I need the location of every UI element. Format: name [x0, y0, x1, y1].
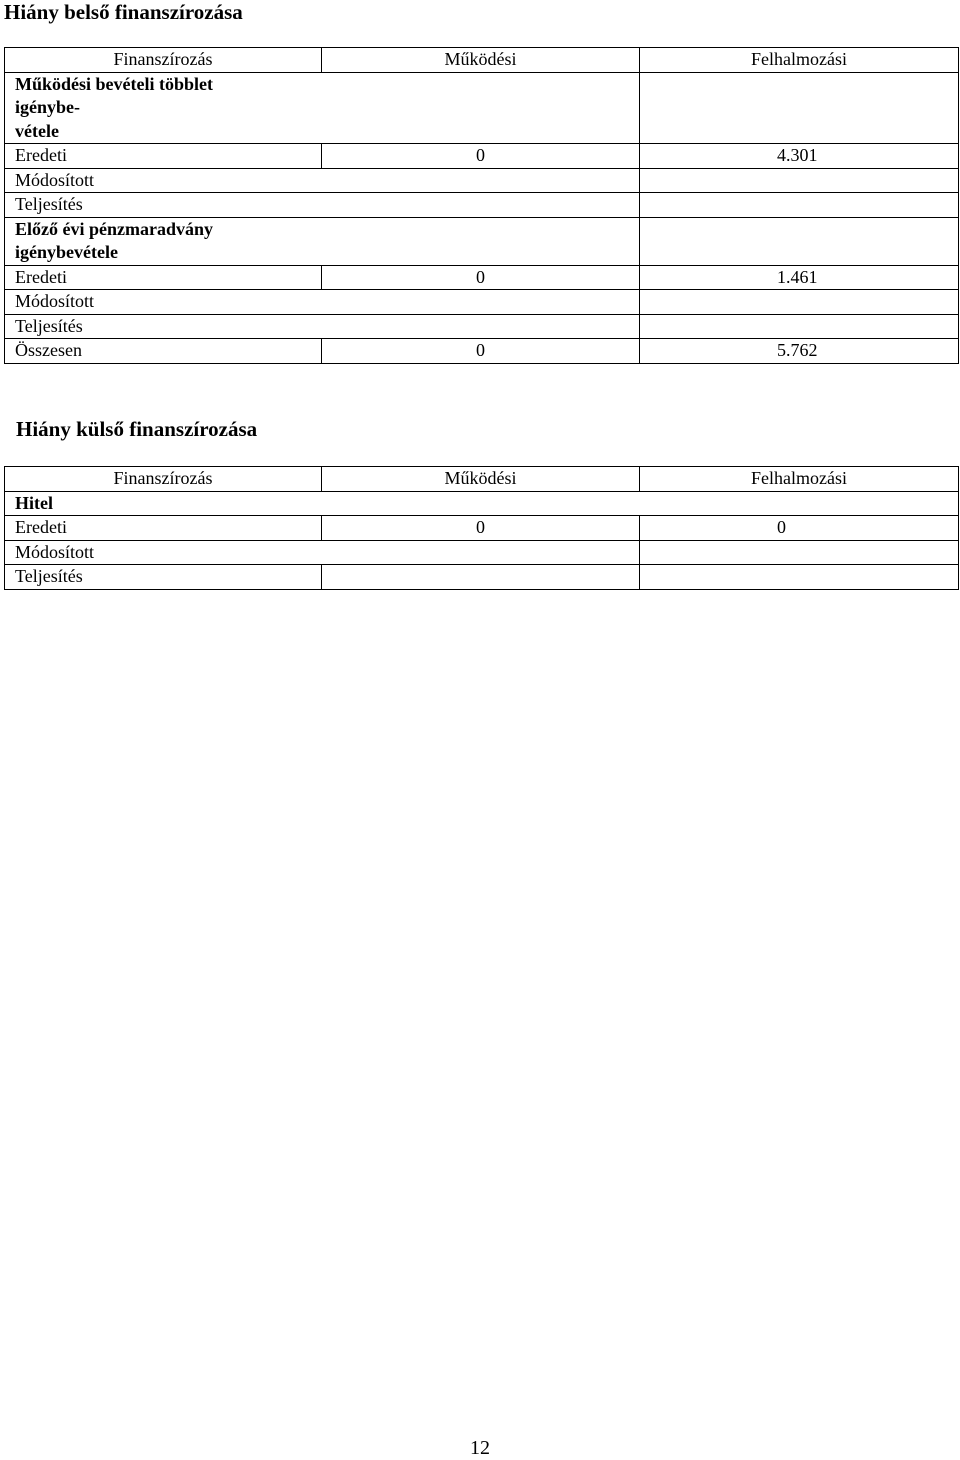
group-label-operating-surplus	[5, 72, 640, 144]
external-financing-table	[4, 466, 959, 590]
header-financing: Finanszírozás	[5, 467, 322, 492]
header-financing: Finanszírozás	[5, 48, 322, 73]
total-operating-value: 0	[322, 339, 640, 364]
row-label: Teljesítés	[5, 314, 640, 339]
accumulation-value	[640, 565, 959, 590]
row-label: Teljesítés	[5, 193, 640, 218]
table-row	[5, 193, 959, 218]
accumulation-value	[640, 193, 959, 218]
operating-value: 0	[322, 144, 640, 169]
accumulation-value: 1.461	[640, 265, 959, 290]
table-row	[5, 565, 959, 590]
table-header-row	[5, 48, 959, 73]
group-header-row	[5, 72, 959, 144]
group-label-previous-residual	[5, 217, 640, 265]
total-label: Összesen	[5, 339, 322, 364]
operating-value	[322, 565, 640, 590]
group-label-line: igénybevétele	[15, 242, 118, 262]
group-label-line: Előző évi pénzmaradvány	[15, 218, 213, 239]
table-row	[5, 540, 959, 565]
table-header-row	[5, 467, 959, 492]
row-label: Eredeti	[5, 516, 322, 541]
page-number: 12	[470, 1437, 490, 1459]
table-row	[5, 314, 959, 339]
group-label-line: igénybe-	[15, 97, 80, 117]
header-operating: Működési	[322, 467, 640, 492]
accumulation-value	[640, 540, 959, 565]
section2-title: Hiány külső finanszírozása	[16, 417, 258, 441]
accumulation-value: 0	[640, 516, 959, 541]
row-label: Teljesítés	[5, 565, 322, 590]
internal-financing-table	[4, 47, 959, 364]
operating-value: 0	[322, 516, 640, 541]
accumulation-value	[640, 290, 959, 315]
accumulation-value	[640, 168, 959, 193]
header-accumulation: Felhalmozási	[640, 48, 959, 73]
section1-title: Hiány belső finanszírozása	[4, 0, 243, 24]
table-row	[5, 144, 959, 169]
table-row	[5, 516, 959, 541]
header-accumulation: Felhalmozási	[640, 467, 959, 492]
table-row	[5, 168, 959, 193]
table-row	[5, 265, 959, 290]
row-label: Eredeti	[5, 144, 322, 169]
group-label-line: Működési bevételi többlet	[15, 73, 213, 94]
total-accumulation-value: 5.762	[640, 339, 959, 364]
total-row	[5, 339, 959, 364]
accumulation-value	[640, 314, 959, 339]
row-label: Módosított	[5, 168, 640, 193]
table-row	[5, 290, 959, 315]
accumulation-value: 4.301	[640, 144, 959, 169]
empty-cell	[640, 72, 959, 144]
group-header-row	[5, 217, 959, 265]
group-label-loan: Hitel	[5, 491, 959, 516]
row-label: Módosított	[5, 540, 640, 565]
row-label: Módosított	[5, 290, 640, 315]
empty-cell	[640, 217, 959, 265]
header-operating: Működési	[322, 48, 640, 73]
operating-value: 0	[322, 265, 640, 290]
group-header-row	[5, 491, 959, 516]
row-label: Eredeti	[5, 265, 322, 290]
group-label-line: vétele	[15, 120, 59, 141]
